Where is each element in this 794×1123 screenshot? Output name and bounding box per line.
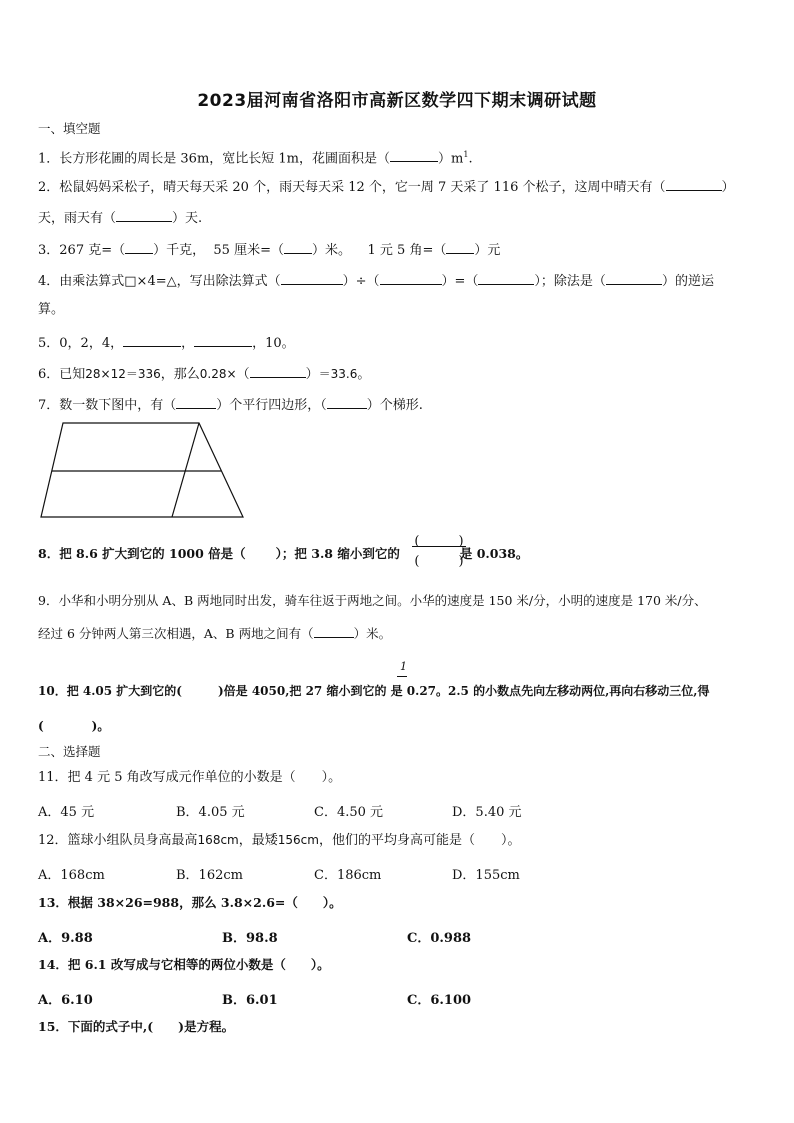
question-5-text: ，10。 [252, 336, 295, 351]
question-2-text: ） [721, 180, 735, 195]
question-9-text: ）米。 [353, 626, 392, 641]
question-12-text: 12．篮球小组队员身高最高 [38, 833, 198, 848]
trapezoid-figure [38, 420, 248, 522]
option-b[interactable]: B．4.05 元 [176, 805, 245, 820]
question-11: 11．把 4 元 5 角改写成元作单位的小数是（ ）。 [38, 770, 342, 785]
question-1-text: 1．长方形花圃的周长是 36m，宽比长短 1m，花圃面积是（ [38, 151, 391, 167]
question-2-text: ）天. [172, 211, 203, 226]
question-1-unit: ）m [438, 151, 464, 167]
answer-blank[interactable] [284, 240, 312, 254]
answer-blank[interactable] [390, 148, 438, 162]
fraction-bar [412, 546, 466, 547]
question-12-value: 156cm [277, 833, 319, 847]
question-14: 14．把 6.1 改写成与它相等的两位小数是（ ）。 [38, 957, 330, 972]
question-3-text: ）元 [474, 243, 501, 258]
option-c[interactable]: C．6.100 [407, 993, 472, 1008]
question-1 [38, 147, 473, 167]
question-6-text: ，那么 [160, 367, 200, 382]
option-b[interactable]: B．6.01 [222, 993, 278, 1008]
question-12-value: 168cm [197, 833, 239, 847]
question-6-text: 。 [357, 367, 371, 382]
option-a[interactable]: A．6.10 [38, 993, 93, 1008]
question-6-expression: 0.28× [199, 367, 237, 381]
question-12-text: ，他们的平均身高可能是（ ）。 [318, 833, 521, 848]
question-3-text: 3．267 克=（ [38, 243, 126, 258]
section-heading-fill-in: 一、填空题 [38, 121, 101, 136]
question-1-end: . [468, 151, 473, 167]
answer-blank[interactable] [281, 271, 343, 285]
question-9-line-2 [38, 624, 391, 642]
answer-blank[interactable] [666, 177, 722, 191]
answer-blank[interactable] [250, 364, 306, 378]
question-8-text: ）；把 3.8 缩小到它的 [275, 546, 400, 561]
option-d[interactable]: D．155cm [452, 868, 520, 883]
option-c[interactable]: C．186cm [314, 868, 382, 883]
question-7-text: ）个平行四边形，（ [216, 398, 327, 413]
question-3-text: 55 厘米=（ [213, 243, 284, 258]
answer-blank[interactable] [123, 333, 181, 347]
question-3-text: 1 元 5 角=（ [367, 243, 447, 258]
option-d[interactable]: D．5.40 元 [452, 805, 522, 820]
question-2-text: 2．松鼠妈妈采松子，晴天每天采 20 个，雨天每天采 12 个，它一周 7 天采了 116 个松子，这周中晴天有（ [38, 180, 666, 195]
fraction-numerator-blank[interactable]: ( ) [414, 534, 464, 549]
question-6-result: ＝33.6 [318, 367, 358, 381]
answer-blank[interactable] [606, 271, 662, 285]
option-a[interactable]: A．45 元 [38, 805, 95, 820]
question-7-text: ）个梯形. [366, 398, 423, 413]
question-2-line-2 [38, 208, 202, 227]
question-4-text: ）÷（ [342, 274, 380, 289]
answer-blank[interactable] [327, 395, 367, 409]
question-5-text: ， [181, 336, 195, 351]
question-4 [38, 271, 714, 290]
fraction-denominator-blank[interactable]: ( ) [414, 554, 464, 569]
question-10-fraction-bar [397, 676, 407, 677]
option-c[interactable]: C．4.50 元 [314, 805, 384, 820]
question-4-text: 4．由乘法算式□×4=△，写出除法算式（ [38, 274, 281, 289]
answer-blank[interactable] [125, 240, 153, 254]
question-2-text: 天，雨天有（ [38, 211, 117, 226]
question-6-text: 6．已知 [38, 367, 86, 382]
page-title: 2023届河南省洛阳市高新区数学四下期末调研试题 [197, 91, 597, 111]
question-10-line-2: ( )。 [38, 719, 110, 733]
question-8-text: 8．把 8.6 扩大到它的 1000 倍是（ [38, 546, 246, 561]
question-4-text: ）=（ [441, 274, 479, 289]
question-12-text: ，最矮 [238, 833, 278, 848]
section-heading-multiple-choice: 二、选择题 [38, 744, 101, 759]
question-2 [38, 177, 735, 196]
question-4-text: ）的逆运 [661, 274, 714, 289]
option-a[interactable]: A．9.88 [38, 931, 93, 946]
answer-blank[interactable] [116, 208, 172, 222]
option-c[interactable]: C．0.988 [407, 931, 472, 946]
question-5-text: 5．0，2，4， [38, 336, 124, 351]
slanted-segment [172, 423, 199, 517]
question-6-equation: 28×12＝336 [85, 367, 161, 381]
question-4-line-2: 算。 [38, 302, 65, 317]
answer-blank[interactable] [176, 395, 216, 409]
question-6-text: （ [236, 367, 250, 382]
question-8-text: 是 0.038。 [459, 546, 529, 561]
question-3-text: ）米。 [311, 243, 351, 258]
question-3 [38, 240, 500, 259]
answer-blank[interactable] [194, 333, 252, 347]
question-4-text: ）；除法是（ [534, 274, 606, 289]
question-5 [38, 333, 295, 352]
question-9-text: 经过 6 分钟两人第三次相遇，A、B 两地之间有（ [38, 626, 314, 641]
question-15: 15．下面的式子中,( )是方程。 [38, 1019, 235, 1034]
question-12 [38, 832, 520, 849]
answer-blank[interactable] [478, 271, 534, 285]
question-10-fraction-numerator: 1 [400, 660, 407, 673]
question-9: 9．小华和小明分别从 A、B 两地同时出发，骑车往返于两地之间。小华的速度是 150 米/分，小明的速度是 170 米/分、 [38, 593, 707, 608]
question-1-superscript: 1 [463, 150, 469, 159]
question-10: 10．把 4.05 扩大到它的( )倍是 4050,把 27 缩小到它的 是 0.27。2.5 的小数点先向左移动两位,再向右移动三位,得 [38, 684, 710, 698]
trapezoid-outline [41, 423, 243, 517]
question-7-text: 7．数一数下图中，有（ [38, 398, 177, 413]
answer-blank[interactable] [380, 271, 442, 285]
question-13: 13．根据 38×26=988，那么 3.8×2.6=（ ）。 [38, 895, 342, 910]
question-6-text: ） [305, 367, 319, 382]
question-7 [38, 395, 423, 414]
answer-blank[interactable] [314, 624, 354, 638]
answer-blank[interactable] [446, 240, 474, 254]
option-a[interactable]: A．168cm [38, 868, 105, 883]
option-b[interactable]: B．162cm [176, 868, 243, 883]
question-3-text: ）千克， [153, 243, 206, 258]
question-6 [38, 364, 370, 383]
option-b[interactable]: B．98.8 [222, 931, 278, 946]
